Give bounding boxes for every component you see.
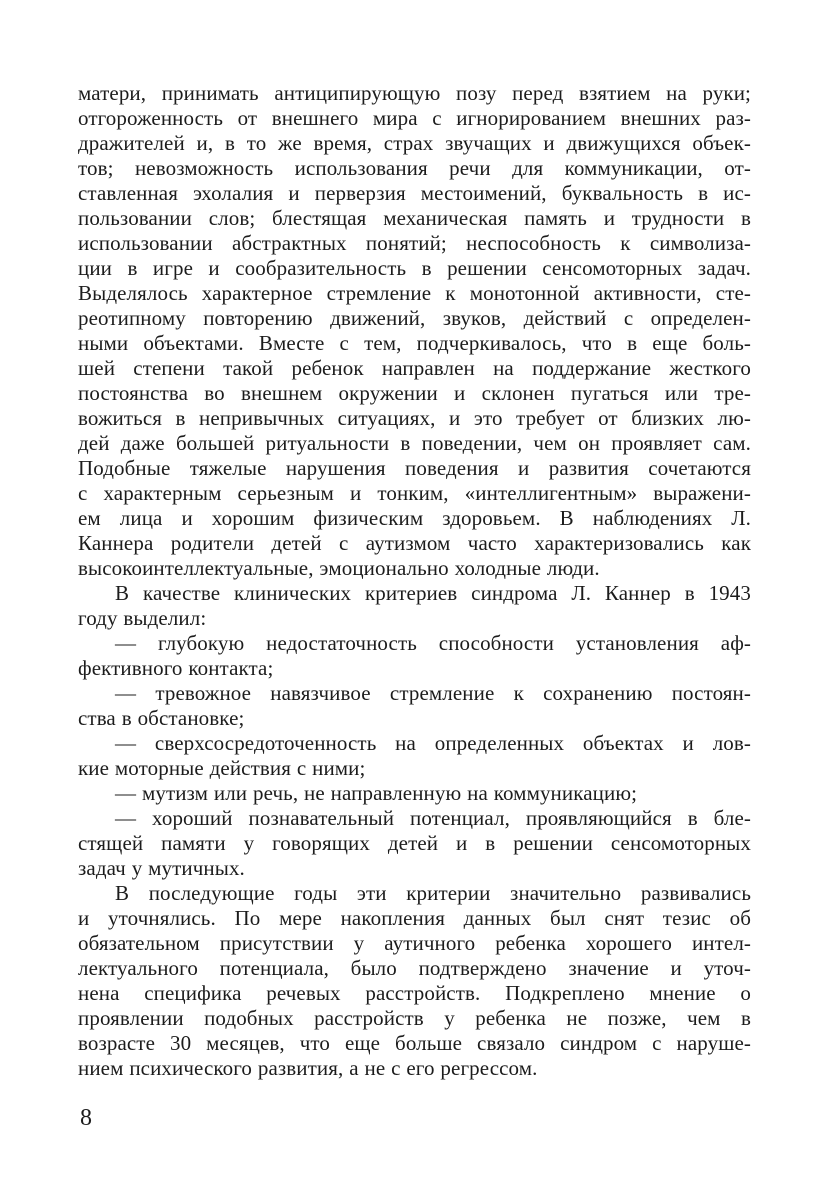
text-line: — глубокую недостаточность способности установления аф- — [115, 631, 751, 655]
text-line: ем лица и хорошим физическим здоровьем. В наблюдениях Л. — [78, 506, 751, 530]
text-line: реотипному повторению движений, звуков, действий с определен- — [78, 306, 751, 330]
text-line: нена специфика речевых расстройств. Подкреплено мнение о — [78, 981, 751, 1005]
paragraph — [78, 881, 751, 1081]
text-line: Каннера родители детей с аутизмом часто характеризовались как — [78, 531, 751, 555]
text-line: использовании абстрактных понятий; неспособность к символиза- — [78, 231, 751, 255]
paragraph — [78, 681, 751, 731]
text-line: фективного контакта; — [78, 656, 274, 680]
text-line: с характерным серьезным и тонким, «интеллигентным» выражени- — [78, 481, 751, 505]
paragraph — [78, 781, 751, 806]
text-line: ными объектами. Вместе с тем, подчеркивалось, что в еще боль- — [78, 331, 751, 355]
text-line: дей даже большей ритуальности в поведении, чем он проявляет сам. — [78, 431, 751, 455]
text-line: лектуального потенциала, было подтверждено значение и уточ- — [78, 956, 751, 980]
text-line: В последующие годы эти критерии значительно развивались — [115, 881, 751, 905]
paragraph — [78, 731, 751, 781]
paragraph — [78, 806, 751, 881]
text-line: нием психического развития, а не с его регрессом. — [78, 1056, 538, 1080]
text-line: году выделил: — [78, 606, 207, 630]
text-line: и уточнялись. По мере накопления данных был снят тезис об — [78, 906, 751, 930]
text-line: обязательном присутствии у аутичного ребенка хорошего интел- — [78, 931, 751, 955]
text-line: матери, принимать антиципирующую позу перед взятием на руки; — [78, 81, 751, 105]
text-line: ства в обстановке; — [78, 706, 245, 730]
text-line: — хороший познавательный потенциал, проявляющийся в бле- — [115, 806, 751, 830]
text-line: ставленная эхолалия и перверзия местоимений, буквальность в ис- — [78, 181, 751, 205]
text-line: пользовании слов; блестящая механическая память и трудности в — [78, 206, 751, 230]
text-line: Выделялось характерное стремление к монотонной активности, сте- — [78, 281, 751, 305]
paragraph — [78, 581, 751, 631]
text-line: возрасте 30 месяцев, что еще больше связало синдром с наруше- — [78, 1031, 751, 1055]
text-line: — мутизм или речь, не направленную на коммуникацию; — [115, 781, 638, 805]
text-line: отгороженность от внешнего мира с игнорированием внешних раз- — [78, 106, 751, 130]
text-line: кие моторные действия с ними; — [78, 756, 366, 780]
text-line: проявлении подобных расстройств у ребенка не позже, чем в — [78, 1006, 751, 1030]
text-line: — тревожное навязчивое стремление к сохранению постоян- — [115, 681, 751, 705]
text-line: тов; невозможность использования речи для коммуникации, от- — [78, 156, 751, 180]
text-line: В качестве клинических критериев синдрома Л. Каннер в 1943 — [115, 581, 751, 605]
text-line: вожиться в непривычных ситуациях, и это требует от близких лю- — [78, 406, 751, 430]
text-line: задач у мутичных. — [78, 856, 245, 880]
text-line: дражителей и, в то же время, страх звучащих и движущихся объек- — [78, 131, 751, 155]
text-line: шей степени такой ребенок направлен на поддержание жесткого — [78, 356, 751, 380]
text-line: высокоинтеллектуальные, эмоционально холодные люди. — [78, 556, 600, 580]
page-number: 8 — [80, 1105, 92, 1131]
text-line: — сверхсосредоточенность на определенных объектах и лов- — [115, 731, 751, 755]
body-text — [78, 81, 751, 1081]
text-line: стящей памяти у говорящих детей и в решении сенсомоторных — [78, 831, 751, 855]
text-line: ции в игре и сообразительность в решении сенсомоторных задач. — [78, 256, 751, 280]
text-line: Подобные тяжелые нарушения поведения и развития сочетаются — [78, 456, 751, 480]
text-line: постоянства во внешнем окружении и склонен пугаться или тре- — [78, 381, 751, 405]
paragraph — [78, 81, 751, 581]
paragraph — [78, 631, 751, 681]
